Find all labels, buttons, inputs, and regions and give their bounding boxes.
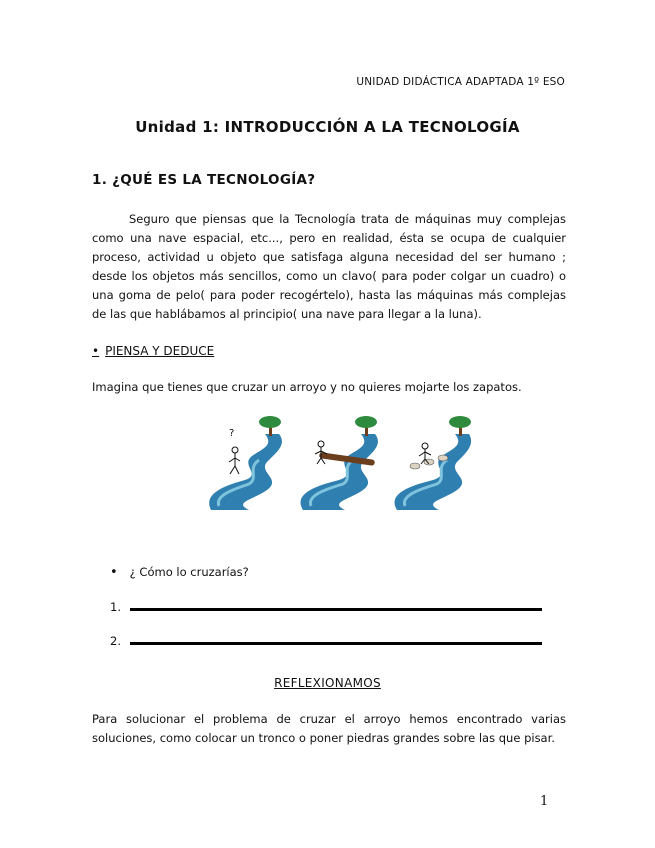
title-text: : INTRODUCCIÓN A LA TECNOLOGÍA — [212, 118, 520, 136]
think-deduce-label: PIENSA Y DEDUCE — [105, 344, 215, 358]
illustration-panel-swimming — [209, 416, 282, 510]
answer-rule — [130, 608, 542, 611]
think-deduce-heading — [92, 344, 214, 358]
svg-text:?: ? — [229, 428, 235, 439]
bullet-marker: • — [92, 344, 100, 358]
answer-rule — [130, 642, 542, 645]
section-heading: 1. ¿QUÉ ES LA TECNOLOGÍA? — [92, 172, 316, 188]
answer-line-1[interactable] — [110, 600, 121, 614]
bullet-marker: • — [110, 565, 118, 580]
page-number: 1 — [540, 794, 549, 809]
prompt-text: Imagina que tienes que cruzar un arroyo y no quieres mojarte los zapatos. — [92, 380, 522, 394]
title-unit: Unidad 1 — [135, 118, 213, 136]
illustration-panel-log — [301, 416, 378, 510]
river-crossing-illustration — [193, 414, 475, 510]
answer-number: 1. — [110, 600, 121, 614]
question-text: ¿ Cómo lo cruzarías? — [129, 565, 249, 579]
question-item — [110, 565, 249, 580]
answer-number: 2. — [110, 634, 121, 648]
running-header: UNIDAD DIDÁCTICA ADAPTADA 1º ESO — [356, 76, 565, 88]
reflection-paragraph: Para solucionar el problema de cruzar el arroyo hemos encontrado varias soluciones, como colocar un tronco o poner piedras grandes sobre las que pisar. — [92, 712, 566, 745]
intro-paragraph: Seguro que piensas que la Tecnología trata de máquinas muy complejas como una nave espacial, etc..., pero en realidad, ésta se ocupa de cualquier proceso, actividad u objeto que satisfaga alguna necesidad del ser humano ; desde los objetos más sencillos, como un clavo( para poder colgar un cuadro) o una goma de pelo( para poder recogértelo), hasta las máquinas más complejas de las que hablábamos al principio( una nave para llegar a la luna). — [92, 212, 566, 321]
answer-line-2[interactable] — [110, 634, 121, 648]
reflection-heading: REFLEXIONAMOS — [274, 676, 381, 690]
page-title — [0, 118, 655, 136]
illustration-panel-stones — [395, 416, 472, 510]
